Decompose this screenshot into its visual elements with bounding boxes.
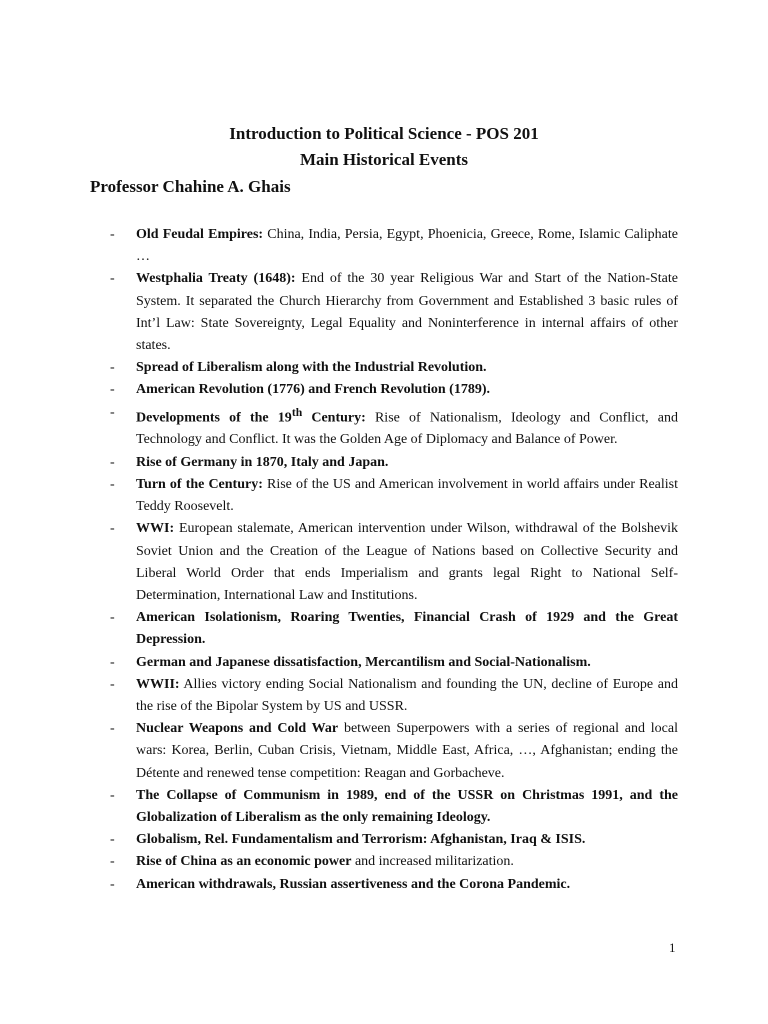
event-heading: Rise of Germany in 1870, Italy and Japan. — [136, 454, 389, 470]
event-heading: Nuclear Weapons and Cold War — [136, 721, 339, 737]
list-item — [110, 452, 678, 474]
event-description: Rise of the US and American involvement in world affairs under Realist Teddy Roosevelt. — [136, 476, 678, 515]
event-description: between Superpowers with a series of regional and local wars: Korea, Berlin, Cuban Crisis, Vietnam, Middle East, Africa, …, Afghanistan; ending the Détente and renewed tense competition: Reagan and Gorbacheve. — [136, 721, 679, 781]
event-heading: WWI: — [136, 521, 175, 537]
event-heading: Spread of Liberalism along with the Industrial Revolution. — [136, 360, 487, 376]
bullet-dash: - — [110, 454, 115, 470]
event-heading: WWII: — [136, 676, 180, 692]
list-item — [110, 379, 678, 401]
list-item — [110, 607, 678, 651]
bullet-dash: - — [110, 476, 115, 492]
event-description: End of the 30 year Religious War and Start of the Nation-State System. It separated the Church Hierarchy from Government and Established 3 basic rules of Int’l Law: State Sovereignty, Legal Equality and Noninterference in internal affairs of other states. — [136, 271, 678, 354]
event-heading: American withdrawals, Russian assertiveness and the Corona Pandemic. — [136, 876, 571, 892]
event-heading-cont: Century: — [302, 410, 366, 426]
bullet-dash: - — [110, 721, 115, 737]
list-item — [110, 474, 678, 518]
event-description: European stalemate, American intervention under Wilson, withdrawal of the Bolshevik Soviet Union and the Creation of the League of Nations based on Collective Security and Liberal World Order that ends Imperialism and grants legal Right to National Self-Determination, International Law and Institutions. — [136, 521, 678, 603]
list-item — [110, 874, 678, 896]
page-number: 1 — [669, 940, 676, 955]
bullet-dash: - — [110, 610, 115, 626]
event-heading: Rise of China as an economic power — [136, 854, 352, 870]
bullet-dash: - — [110, 654, 115, 670]
list-item — [110, 829, 678, 851]
bullet-dash: - — [110, 521, 115, 537]
list-item — [110, 357, 678, 379]
list-item — [110, 268, 678, 357]
list-item — [110, 402, 678, 452]
event-heading: German and Japanese dissatisfaction, Mercantilism and Social-Nationalism. — [136, 654, 591, 670]
event-heading: Westphalia Treaty (1648): — [136, 271, 296, 287]
event-description: China, India, Persia, Egypt, Phoenicia, Greece, Rome, Islamic Caliphate … — [136, 227, 678, 265]
event-heading: American Revolution (1776) and French Revolution (1789). — [136, 382, 490, 398]
events-list — [110, 224, 678, 896]
list-item — [110, 518, 678, 607]
list-item — [110, 224, 678, 268]
event-heading: Globalism, Rel. Fundamentalism and Terrorism: Afghanistan, Iraq & ISIS. — [136, 832, 586, 848]
list-item — [110, 851, 678, 873]
bullet-dash: - — [110, 876, 115, 892]
bullet-dash: - — [110, 227, 115, 242]
author-name: Professor Chahine A. Ghais — [90, 177, 291, 196]
bullet-dash: - — [110, 854, 115, 870]
list-item — [110, 718, 678, 785]
document-subtitle: Main Historical Events — [299, 150, 469, 169]
document-title: Introduction to Political Science - POS 201 — [229, 124, 539, 143]
ordinal-suffix: th — [291, 405, 303, 419]
event-description: and increased militarization. — [351, 854, 514, 870]
list-item — [110, 652, 678, 674]
list-item — [110, 785, 678, 829]
bullet-dash: - — [110, 271, 115, 287]
event-heading: Old Feudal Empires: — [136, 227, 264, 242]
event-heading: American Isolationism, Roaring Twenties, Financial Crash of 1929 and the Great Depression. — [136, 610, 678, 648]
event-heading: The Collapse of Communism in 1989, end of the USSR on Christmas 1991, and the Globalization of Liberalism as the only remaining Ideology. — [136, 787, 678, 825]
bullet-dash: - — [110, 832, 115, 848]
bullet-dash: - — [110, 676, 115, 692]
event-heading: Turn of the Century: — [136, 476, 263, 492]
event-description: Rise of Nationalism, Ideology and Conflict, and Technology and Conflict. It was the Golden Age of Diplomacy and Balance of Power. — [136, 410, 679, 448]
bullet-dash: - — [110, 787, 115, 803]
bullet-dash: - — [110, 382, 115, 398]
event-heading: Developments of the 19 — [136, 410, 292, 426]
event-description: Allies victory ending Social Nationalism and founding the UN, decline of Europe and the rise of the Bipolar System by US and USSR. — [136, 676, 678, 714]
bullet-dash: - — [110, 360, 115, 376]
bullet-dash: - — [110, 404, 115, 420]
list-item — [110, 674, 678, 718]
